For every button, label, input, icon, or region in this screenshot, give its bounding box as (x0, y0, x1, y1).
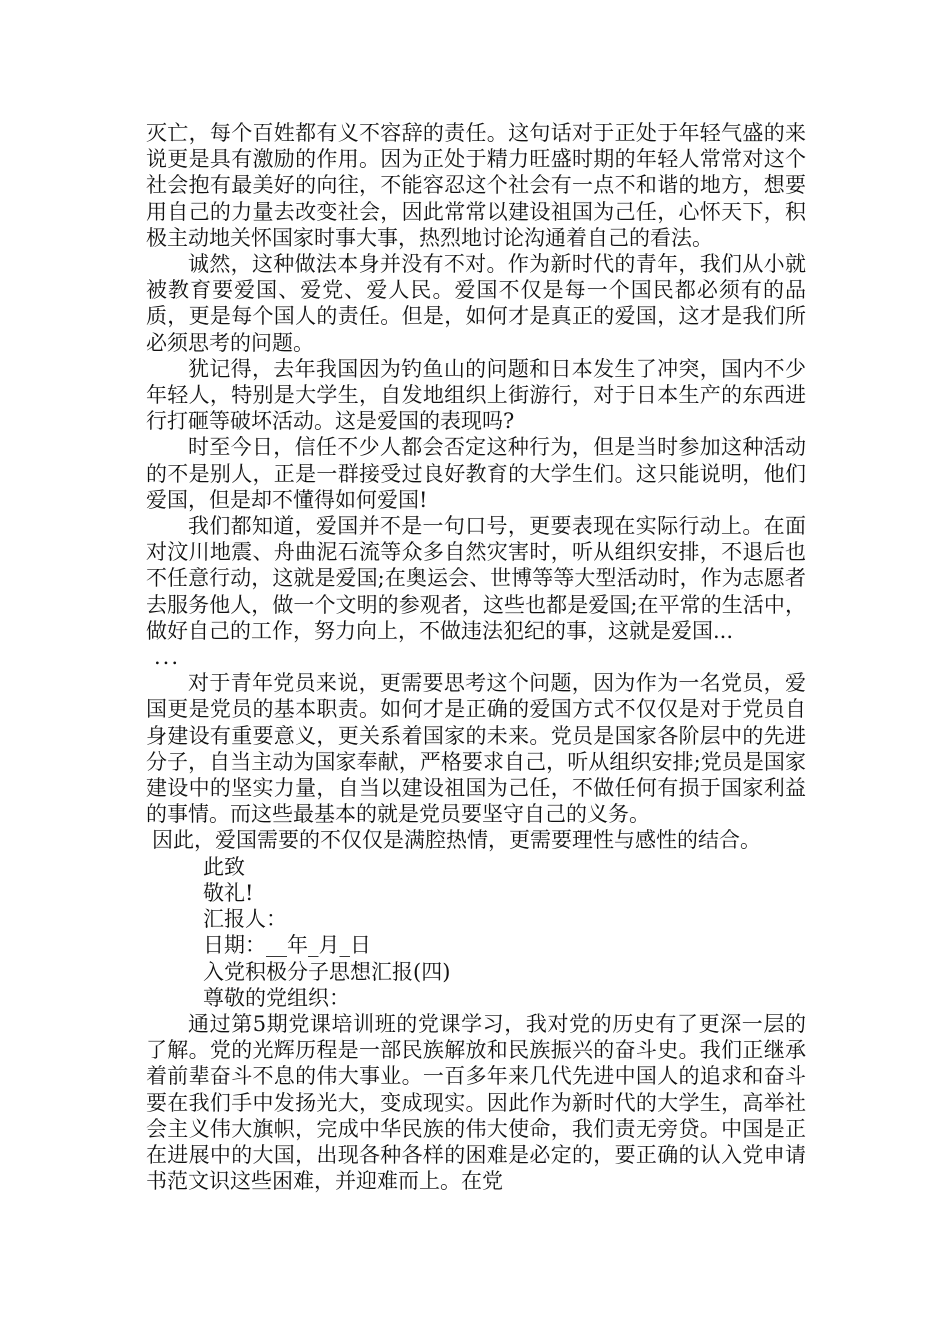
paragraph-5: 我们都知道，爱国并不是一句口号，更要表现在实际行动上。在面对汶川地震、舟曲泥石流等众多自然灾害时，听从组织安排，不退后也不任意行动，这就是爱国;在奥运会、世博等等大型活动时，作为志愿者去服务他人，做一个文明的参观者，这些也都是爱国;在平常的生活中，做好自己的工作，努力向上，不做违法犯纪的事，这就是爱国... (146, 514, 806, 643)
conclusion-line: 因此，爱国需要的不仅仅是满腔热情，更需要理性与感性的结合。 (152, 828, 761, 853)
paragraph-3: 犹记得，去年我国因为钓鱼山的问题和日本发生了冲突，国内不少年轻人，特别是大学生，自发地组织上街游行，对于日本生产的东西进行打砸等破坏活动。这是爱国的表现吗? (146, 356, 806, 434)
document-page (146, 120, 806, 1194)
closing-salutation: 此致 (203, 854, 245, 879)
paragraph-1: 灭亡，每个百姓都有义不容辞的责任。这句话对于正处于年轻气盛的来说更是具有激励的作用。因为正处于精力旺盛时期的年轻人常常对这个社会抱有最美好的向往，不能容忍这个社会有一点不和谐的地方，想要用自己的力量去改变社会，因此常常以建设祖国为己任，心怀天下，积极主动地关怀国家时事大事，热烈地讨论沟通着自己的看法。 (146, 121, 806, 250)
ellipsis-line: ... (154, 645, 181, 670)
closing-regards: 敬礼! (203, 880, 254, 905)
paragraph-4: 时至今日，信任不少人都会否定这种行为，但是当时参加这种活动的不是别人，正是一群接受过良好教育的大学生们。这只能说明，他们爱国，但是却不懂得如何爱国! (146, 435, 806, 512)
paragraph-6: 对于青年党员来说，更需要思考这个问题，因为作为一名党员，爱国更是党员的基本职责。如何才是正确的爱国方式不仅仅是对于党员自身建设有重要意义，更关系着国家的未来。党员是国家各阶层中的先进分子，自当主动为国家奉献，严格要求自己，听从组织安排;党员是国家建设中的坚实力量，自当以建设祖国为己任，不做任何有损于国家利益的事情。而这些最基本的就是党员要坚守自己的义务。 (146, 671, 806, 827)
paragraph-7: 通过第5期党课培训班的党课学习，我对党的历史有了更深一层的了解。党的光辉历程是一部民族解放和民族振兴的奋斗史。我们正继承着前辈奋斗不息的伟大事业。一百多年来几代先进中国人的追求和奋斗要在我们手中发扬光大，变成现实。因此作为新时代的大学生，高举社会主义伟大旗帜，完成中华民族的伟大使命，我们责无旁贷。中国是正在进展中的大国，出现各种各样的困难是必定的，要正确的认入党申请书范文识这些困难，并迎难而上。在党 (146, 1011, 806, 1194)
date-line: 日期：__年_月_日 (203, 933, 371, 958)
reporter-line: 汇报人： (203, 907, 287, 932)
greeting-line: 尊敬的党组织： (203, 985, 350, 1010)
paragraph-2: 诚然，这种做法本身并没有不对。作为新时代的青年，我们从小就被教育要爱国、爱党、爱人民。爱国不仅是每一个国民都必须有的品质，更是每个国人的责任。但是，如何才是真正的爱国，这才是我们所必须思考的问题。 (146, 252, 806, 355)
section-title: 入党积极分子思想汇报(四) (203, 959, 451, 984)
